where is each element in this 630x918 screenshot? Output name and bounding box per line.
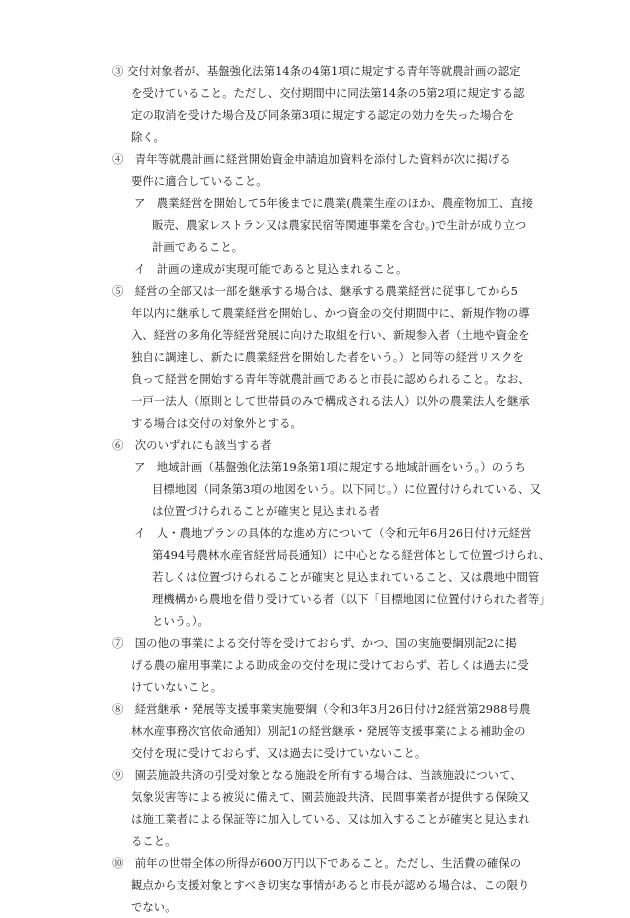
text-line: 目標地図（同条第3項の地図をいう。以下同じ。）に位置付けられている、又 xyxy=(152,482,541,496)
text-line: 第494号農林水産省経営局長通知）に中心となる経営体として位置づけられ、 xyxy=(152,548,551,562)
text-line: ア 農業経営を開始して5年後までに農業(農業生産のほか、農産物加工、直接 xyxy=(134,196,533,210)
text-line: は位置づけられることが確実と見込まれる者 xyxy=(152,504,380,518)
text-line: は施工業者による保証等に加入している、又は加入することが確実と見込まれ xyxy=(131,812,530,826)
text-line: ア 地域計画（基盤強化法第19条第1項に規定する地域計画をいう。）のうち xyxy=(134,460,526,474)
text-line: を受けていること。ただし、交付期間中に同法第14条の5第2項に規定する認 xyxy=(131,86,525,100)
text-line: 一戸一法人（原則として世帯員のみで構成される法人）以外の農業法人を継承 xyxy=(131,394,530,408)
list-item-3 xyxy=(112,60,582,148)
text-line: ⑦ 国の他の事業による交付等を受けておらず、かつ、国の実施要綱別記2に掲 xyxy=(112,636,517,650)
sub-item-4i xyxy=(112,258,582,280)
document-body xyxy=(112,60,582,918)
text-line: げる農の雇用事業による助成金の交付を現に受けておらず、若しくは過去に受 xyxy=(131,658,529,672)
text-line: イ 計画の達成が実現可能であると見込まれること。 xyxy=(134,262,408,276)
text-line: 若しくは位置づけられることが確実と見込まれていること、又は農地中間管 xyxy=(152,570,540,584)
text-line: 販売、農家レストラン又は農家民宿等関連事業を含む。)で生計が成り立つ xyxy=(152,218,527,232)
text-line: 計画であること。 xyxy=(152,240,244,254)
sub-item-4a xyxy=(112,192,582,258)
text-line: でない。 xyxy=(131,900,177,914)
text-line: 観点から支援対象とすべき切実な事情があると市長が認める場合は、この限り xyxy=(131,878,530,892)
text-line: 理機構から農地を借り受けている者（以下「目標地図に位置付けられた者等」 xyxy=(152,592,551,606)
text-line: イ 人・農地プランの具体的な進め方について（令和元年6月26日付け元経営 xyxy=(134,526,532,540)
text-line: ⑤ 経営の全部又は一部を継承する場合は、継承する農業経営に従事してから5 xyxy=(112,284,518,298)
sub-item-6a xyxy=(112,456,582,522)
list-item-8 xyxy=(112,698,582,764)
text-line: 除く。 xyxy=(131,130,165,144)
text-line: する場合は交付の対象外とする。 xyxy=(131,416,302,430)
list-item-6 xyxy=(112,434,582,632)
text-line: 林水産事務次官依命通知）別記1の経営継承・発展等支援事業による補助金の xyxy=(131,724,526,738)
sub-item-6i xyxy=(112,522,582,632)
text-line: という。）。 xyxy=(152,614,209,628)
text-line: 定の取消を受けた場合及び同条第3項に規定する認定の効力を失った場合を xyxy=(131,108,515,122)
list-item-4 xyxy=(112,148,582,280)
text-line: けていないこと。 xyxy=(131,680,223,694)
list-item-10 xyxy=(112,852,582,918)
text-line: ⑩ 前年の世帯全体の所得が600万円以下であること。ただし、生活費の確保の xyxy=(112,856,522,870)
list-item-9 xyxy=(112,764,582,852)
text-line: ⑧ 経営継承・発展等支援事業実施要綱（令和3年3月26日付け2経営第2988号農 xyxy=(112,702,531,716)
text-line: ④ 青年等就農計画に経営開始資金申請追加資料を添付した資料が次に掲げる xyxy=(112,152,511,166)
list-item-7 xyxy=(112,632,582,698)
text-line: 独自に調達し、新たに農業経営を開始した者をいう。）と同等の経営リスクを xyxy=(131,350,524,364)
text-line: 交付を現に受けておらず、又は過去に受けていないこと。 xyxy=(131,746,427,760)
text-line: 要件に適合していること。 xyxy=(131,174,268,188)
text-line: 気象災害等による被災に備えて、園芸施設共済、民間事業者が提供する保険又 xyxy=(131,790,530,804)
text-line: ③ 交付対象者が、基盤強化法第14条の4第1項に規定する青年等就農計画の認定 xyxy=(112,64,521,78)
text-line: ⑨ 園芸施設共済の引受対象となる施設を所有する場合は、当該施設について、 xyxy=(112,768,522,782)
text-line: 負って経営を開始する青年等就農計画であると市長に認められること。なお、 xyxy=(131,372,530,386)
text-line: ること。 xyxy=(131,834,177,848)
text-line: ⑥ 次のいずれにも該当する者 xyxy=(112,438,272,452)
text-line: 入、経営の多角化等経営発展に向けた取組を行い、新規参入者（土地や資金を xyxy=(131,328,530,342)
list-item-5 xyxy=(112,280,582,434)
text-line: 年以内に継承して農業経営を開始し、かつ資金の交付期間中に、新規作物の導 xyxy=(131,306,530,320)
